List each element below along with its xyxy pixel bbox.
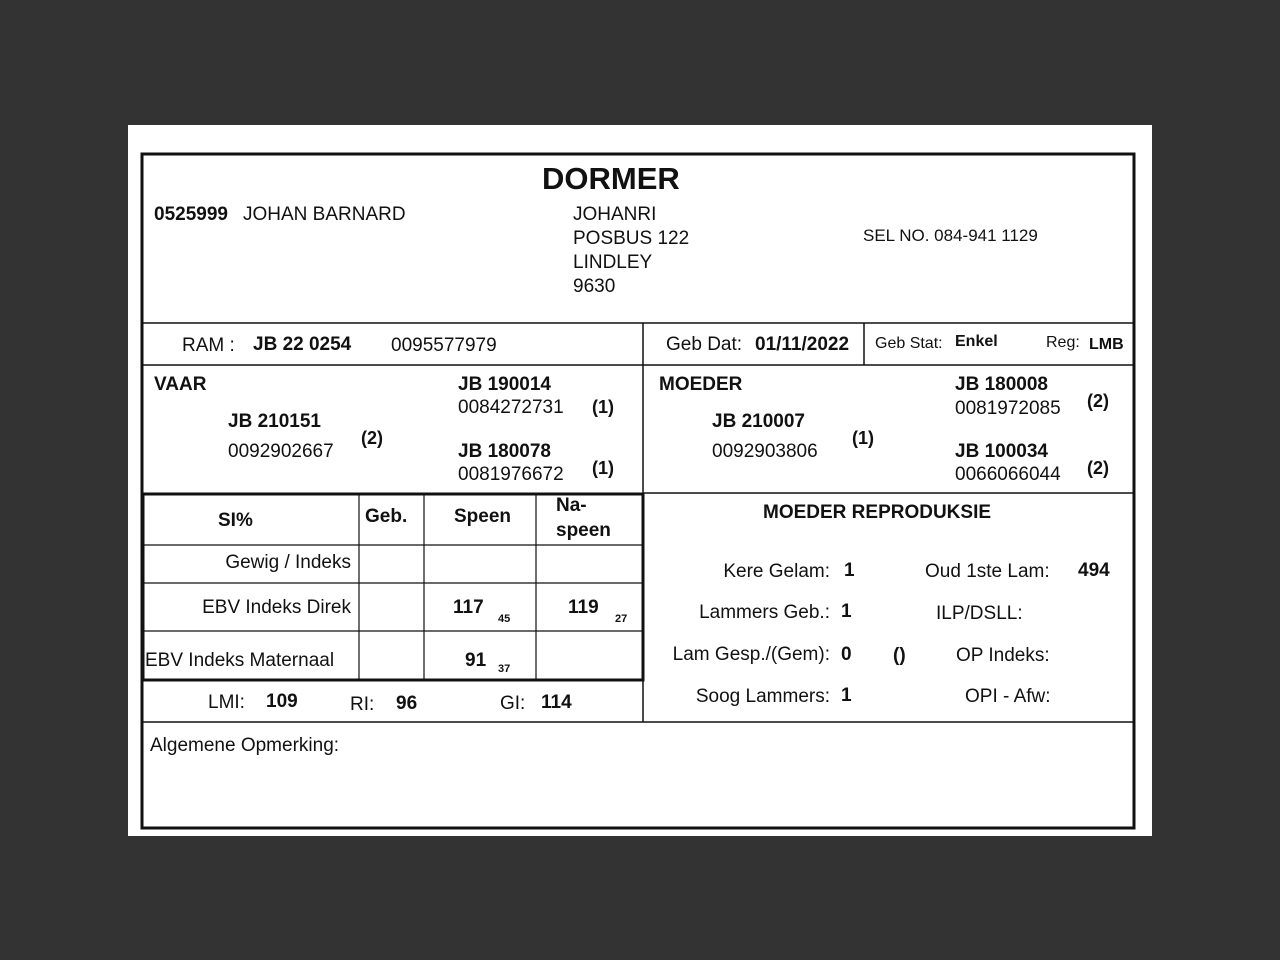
dam-sire-number: 0081972085 [955,398,1061,419]
breeder-name: JOHAN BARNARD [243,204,406,225]
lambs-born-label: Lammers Geb.: [699,602,830,623]
naspeen-header-line1: Na- [556,495,587,516]
sire-sire-id: JB 190014 [458,374,551,395]
lmi-value: 109 [266,691,298,712]
sire-dam-number: 0081976672 [458,464,564,485]
breeder-number: 0525999 [154,204,228,225]
dam-dam-number: 0066066044 [955,464,1061,485]
birth-date: 01/11/2022 [755,334,850,355]
sire-number: 0092902667 [228,441,334,462]
dam-tag: (1) [852,428,874,448]
birth-date-label: Geb Dat: [666,334,743,355]
dam-dam-id: JB 100034 [955,441,1048,462]
ram-id: JB 22 0254 [253,334,352,355]
times-lambed-value: 1 [844,560,855,581]
reproduction-title: MOEDER REPRODUKSIE [763,502,992,523]
address-line: 9630 [573,276,616,297]
ebv-maternal-speen-accuracy: 37 [498,663,511,675]
birth-status-label: Geb Stat: [875,335,943,352]
address-line: LINDLEY [573,252,653,273]
suckling-lambs-label: Soog Lammers: [695,686,830,707]
ilp-dsll-label: ILP/DSLL: [936,603,1023,624]
si-header: SI% [218,510,253,531]
sire-dam-tag: (1) [592,458,614,478]
ebv-direct-speen-accuracy: 45 [498,613,511,625]
remarks-label: Algemene Opmerking: [150,735,340,756]
times-lambed-label: Kere Gelam: [723,561,830,582]
lambs-weaned-avg: () [893,645,906,666]
geb-header: Geb. [365,506,408,527]
gi-value: 114 [541,692,572,713]
lmi-label: LMI: [208,692,245,713]
row-label-weight: Gewig / Indeks [225,552,351,573]
dam-number: 0092903806 [712,441,818,462]
ebv-direct-naspeen: 119 [568,597,599,618]
lambs-born-value: 1 [841,601,852,622]
phone-number: SEL NO. 084-941 1129 [863,226,1038,245]
lambs-weaned-label: Lam Gesp./(Gem): [672,644,830,665]
sire-tag: (2) [361,428,383,448]
gi-label: GI: [500,693,526,714]
ri-label: RI: [350,694,375,715]
breed-title: DORMER [542,161,680,196]
ri-value: 96 [396,693,418,714]
reg-label: Reg: [1046,334,1080,351]
row-label-ebv-maternal: EBV Indeks Maternaal [145,650,335,671]
sire-dam-id: JB 180078 [458,441,551,462]
speen-header: Speen [454,506,512,527]
ebv-direct-naspeen-accuracy: 27 [615,613,628,625]
ram-label: RAM : [182,335,235,356]
sire-id: JB 210151 [228,411,321,432]
ebv-direct-speen: 117 [453,597,484,618]
sire-label: VAAR [154,374,207,395]
dam-dam-tag: (2) [1087,458,1109,478]
registration-card [128,125,1152,836]
age-first-lamb-label: Oud 1ste Lam: [925,561,1050,582]
reg-value: LMB [1089,336,1124,353]
op-index-label: OP Indeks: [956,645,1050,666]
dam-sire-tag: (2) [1087,391,1109,411]
row-label-ebv-direct: EBV Indeks Direk [202,597,351,618]
lambs-weaned-value: 0 [841,644,852,665]
dam-sire-id: JB 180008 [955,374,1048,395]
dam-id: JB 210007 [712,411,805,432]
birth-status: Enkel [955,333,998,350]
ram-number: 0095577979 [391,335,497,356]
dam-label: MOEDER [659,374,743,395]
suckling-lambs-value: 1 [841,685,852,706]
address-line: POSBUS 122 [573,228,690,249]
address-line: JOHANRI [573,204,657,225]
sire-sire-tag: (1) [592,397,614,417]
age-first-lamb-value: 494 [1078,560,1110,581]
naspeen-header-line2: speen [556,520,611,541]
opi-deviation-label: OPI - Afw: [965,686,1051,707]
sire-sire-number: 0084272731 [458,397,564,418]
ebv-maternal-speen: 91 [465,650,487,671]
